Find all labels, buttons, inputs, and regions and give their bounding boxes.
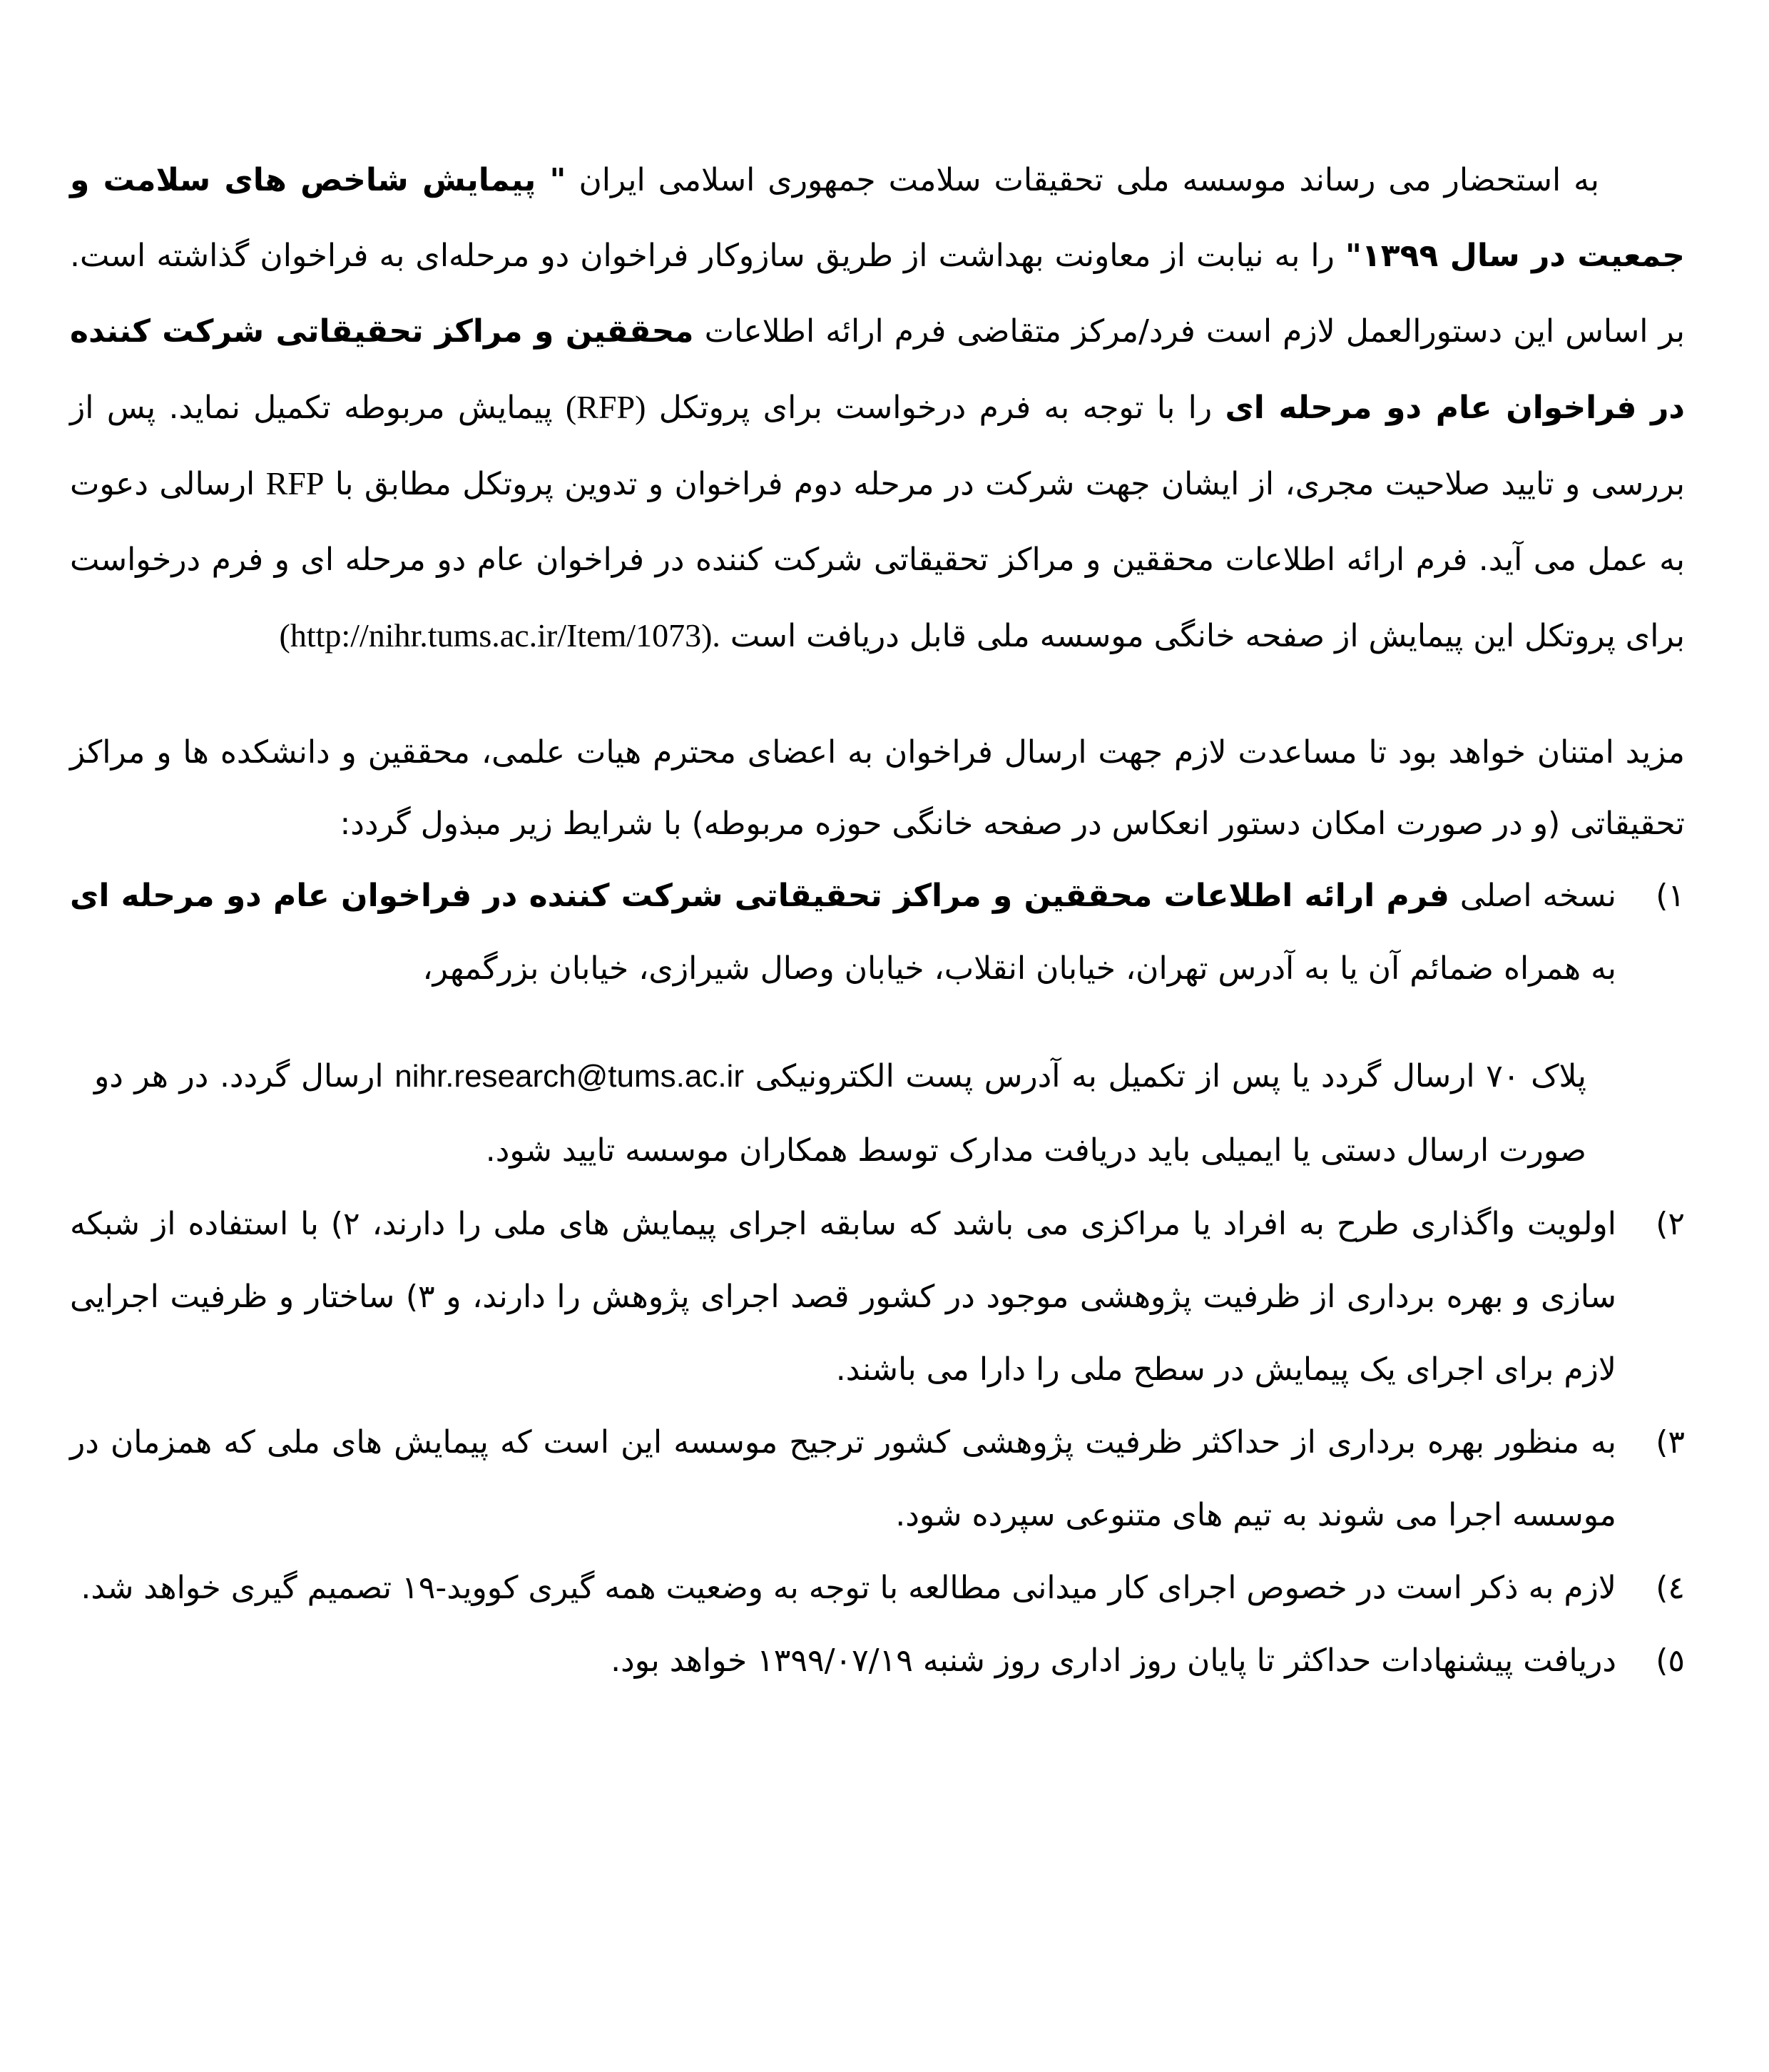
intro-paragraph — [70, 143, 1685, 674]
item-number: ٥) — [1656, 1642, 1685, 1679]
rfp-acronym: (RFP) — [565, 389, 646, 425]
item-number: ۱) — [1656, 878, 1685, 914]
list-item — [70, 1552, 1685, 1625]
survey-title: " پیمایش شاخص های سلامت و جمعیت در سال ۱۳۹۹" — [70, 162, 1685, 274]
email-link[interactable]: nihr.research@tums.ac.ir — [394, 1059, 744, 1094]
item-number: ۳) — [1656, 1424, 1685, 1461]
form-name-bold: محققین و مراکز تحقیقاتی شرکت کننده در فراخوان عام دو مرحله ای — [70, 313, 1685, 426]
list-item — [70, 1406, 1685, 1552]
item-1-continuation — [94, 1040, 1586, 1188]
item-1-form-name: فرم ارائه اطلاعات محققین و مراکز تحقیقاتی شرکت کننده در فراخوان عام دو مرحله ای — [70, 878, 1449, 914]
intro-text-1: به استحضار می رساند موسسه ملی تحقیقات سلامت جمهوری اسلامی ایران — [566, 162, 1600, 198]
item-1-sub-a: پلاک ۷۰ ارسال گردد یا پس از تکمیل به آدرس پست الکترونیکی — [743, 1058, 1586, 1095]
website-link[interactable]: (http://nihr.tums.ac.ir/Item/1073). — [279, 617, 720, 654]
item-text: لازم به ذکر است در خصوص اجرای کار میدانی مطالعه با توجه به وضعیت همه گیری کووید-۱۹ تصمیم گیری خواهد شد. — [81, 1570, 1616, 1606]
item-text: اولویت واگذاری طرح به افراد یا مراکزی می باشد که سابقه اجرای پیمایش های ملی را دارند، ۲) با استفاده از شبکه سازی و بهره برداری از ظرفیت پژوهشی موجود در کشور قصد اجرای پژوهش را دارند، و ۳) ساختار و ظرفیت اجرایی لازم برای اجرای یک پیمایش در سطح ملی را دارا می باشند. — [70, 1206, 1616, 1388]
list-item — [70, 1188, 1685, 1406]
item-text — [70, 860, 1616, 1005]
intro-text-2: را به نیابت از معاونت بهداشت از طریق سازوکار فراخوان دو مرحله‌ای به فراخوان گذاشته است. بر اساس این دستورالعمل لازم است فرد/مرکز متقاضی فرم ارائه اطلاعات — [70, 238, 1685, 350]
item-number: ٤) — [1656, 1570, 1685, 1606]
item-1-text-a: نسخه اصلی — [1449, 878, 1616, 914]
conditions-list-continued — [70, 1188, 1685, 1697]
intro-text-4: پیمایش مربوطه تکمیل نماید. پس از بررسی و تایید صلاحیت مجری، از ایشان جهت شرکت در مرحله دوم فراخوان و تدوین پروتکل مطابق با — [70, 390, 1685, 502]
rfp-acronym-2: RFP — [265, 465, 325, 502]
item-text: دریافت پیشنهادات حداکثر تا پایان روز اداری روز شنبه ۱۳۹۹/۰۷/۱۹ خواهد بود. — [611, 1642, 1616, 1679]
list-item — [70, 860, 1685, 1005]
item-1-sub-b: ارسال گردد. در هر دو صورت ارسال دستی یا ایمیلی باید دریافت مدارک توسط همکاران موسسه تایید شود. — [94, 1058, 1586, 1169]
request-paragraph: مزید امتنان خواهد بود تا مساعدت لازم جهت ارسال فراخوان به اعضای محترم هیات علمی، محققین و دانشکده ها و مراکز تحقیقاتی (و در صورت امکان دستور انعکاس در صفحه خانگی حوزه مربوطه) با شرایط زیر مبذول گردد: — [70, 734, 1685, 842]
item-number: ۲) — [1656, 1206, 1685, 1242]
item-1-text-c: به همراه ضمائم آن یا به آدرس تهران، خیابان انقلاب، خیابان وصال شیرازی، خیابان بزرگمهر، — [422, 950, 1616, 987]
conditions-list — [70, 860, 1685, 1005]
item-text: به منظور بهره برداری از حداکثر ظرفیت پژوهشی کشور ترجیح موسسه این است که پیمایش های ملی که همزمان در موسسه اجرا می شوند به تیم های متنوعی سپرده شود. — [70, 1424, 1616, 1533]
list-item — [70, 1625, 1685, 1697]
intro-text-5: ارسالی دعوت به عمل می آید. فرم ارائه اطلاعات محققین و مراکز تحقیقاتی شرکت کننده در فراخوان عام دو مرحله ای و فرم درخواست برای پروتکل این پیمایش از صفحه خانگی موسسه ملی قابل دریافت است — [70, 466, 1685, 654]
intro-text-3: را با توجه به فرم درخواست برای پروتکل — [646, 390, 1225, 426]
